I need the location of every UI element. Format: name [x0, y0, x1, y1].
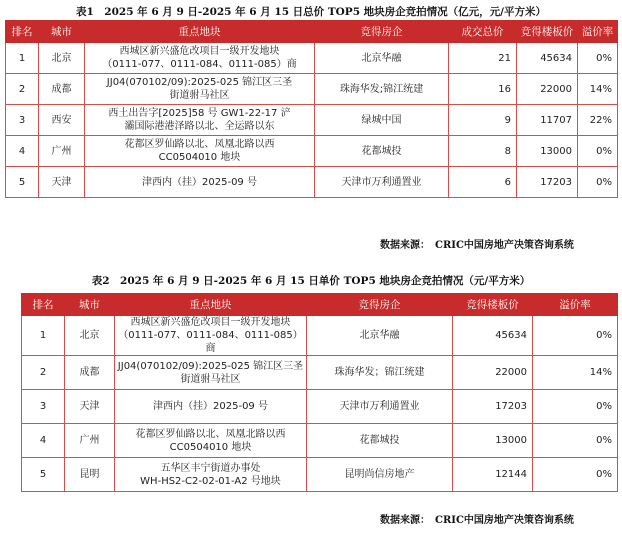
- plot-line-1: 津西内（挂）2025-09 号: [153, 401, 268, 412]
- header-plot: 重点地块: [115, 294, 307, 316]
- plot-line-2: CC0504010 地块: [169, 441, 252, 453]
- header-plot: 重点地块: [85, 21, 315, 43]
- city-cell: 北京: [65, 316, 115, 356]
- plot-line-1: 西城区新兴盛危改项目一级开发地块: [130, 317, 291, 328]
- floor-price-cell: 17203: [517, 167, 578, 198]
- plot-line-1: 花都区罗仙路以北、凤凰北路以西: [135, 428, 286, 440]
- header-rank: 排名: [22, 294, 65, 316]
- table2-caption: 表2 2025 年 6 月 9 日-2025 年 6 月 15 日单价 TOP5 地块房企竞拍情况（元/平方米）: [91, 275, 531, 287]
- city-cell: 天津: [65, 390, 115, 424]
- premium-cell: 0%: [533, 458, 618, 492]
- plot-cell: [85, 167, 315, 198]
- plot-cell: [115, 390, 307, 424]
- premium-cell: 22%: [578, 105, 618, 136]
- table1-total-price-top5: [5, 20, 618, 198]
- plot-line-2: 街道驸马社区: [169, 90, 230, 101]
- rank-cell: 5: [6, 167, 39, 198]
- city-cell: 成都: [39, 74, 85, 105]
- plot-line-2: （0111-077、0111-084、0111-085）商: [102, 59, 297, 70]
- header-premium: 溢价率: [533, 294, 618, 316]
- table1-header-row: [6, 21, 618, 43]
- table-row: [22, 458, 618, 492]
- plot-line-1: 西城区新兴盛危改项目一级开发地块: [119, 46, 280, 57]
- floor-price-cell: 45634: [453, 316, 533, 356]
- table-row: [6, 167, 618, 198]
- table1-source: 数据来源： CRIC中国房地产决策咨询系统: [380, 240, 574, 251]
- company-cell: 北京华融: [315, 43, 449, 74]
- floor-price-cell: 22000: [453, 356, 533, 390]
- premium-cell: 14%: [533, 356, 618, 390]
- city-cell: 西安: [39, 105, 85, 136]
- company-cell: 花都城投: [307, 424, 453, 458]
- rank-cell: 3: [22, 390, 65, 424]
- rank-cell: 2: [22, 356, 65, 390]
- header-floor-price: 竞得楼板价: [453, 294, 533, 316]
- plot-line-2: 灞国际港港泽路以北、全运路以东: [124, 121, 275, 132]
- plot-cell: [85, 43, 315, 74]
- table-row: [6, 136, 618, 167]
- plot-line-2: （0111-077、0111-084、0111-085）商: [118, 330, 303, 354]
- city-cell: 天津: [39, 167, 85, 198]
- city-cell: 昆明: [65, 458, 115, 492]
- rank-cell: 4: [22, 424, 65, 458]
- header-city: 城市: [39, 21, 85, 43]
- table2-source: 数据来源： CRIC中国房地产决策咨询系统: [380, 515, 574, 526]
- plot-line-2: 街道驸马社区: [180, 373, 241, 385]
- rank-cell: 5: [22, 458, 65, 492]
- company-cell: 昆明尚信房地产: [307, 458, 453, 492]
- company-cell: 花都城投: [315, 136, 449, 167]
- table-row: [22, 316, 618, 356]
- floor-price-cell: 17203: [453, 390, 533, 424]
- city-cell: 成都: [65, 356, 115, 390]
- table-row: [6, 74, 618, 105]
- rank-cell: 1: [22, 316, 65, 356]
- company-cell: 绿城中国: [315, 105, 449, 136]
- plot-line-1: 津西内（挂）2025-09 号: [142, 176, 257, 188]
- plot-line-1: 花都区罗仙路以北、凤凰北路以西: [124, 139, 275, 150]
- company-cell: 北京华融: [307, 316, 453, 356]
- floor-price-cell: 13000: [453, 424, 533, 458]
- plot-line-2: WH-HS2-C2-02-01-A2 号地块: [140, 475, 281, 487]
- city-cell: 广州: [65, 424, 115, 458]
- header-company: 竞得房企: [307, 294, 453, 316]
- premium-cell: 0%: [533, 424, 618, 458]
- plot-cell: [85, 74, 315, 105]
- header-company: 竞得房企: [315, 21, 449, 43]
- premium-cell: 14%: [578, 74, 618, 105]
- floor-price-cell: 22000: [517, 74, 578, 105]
- premium-cell: 0%: [533, 390, 618, 424]
- total-price-cell: 8: [449, 136, 517, 167]
- total-price-cell: 21: [449, 43, 517, 74]
- city-cell: 广州: [39, 136, 85, 167]
- plot-cell: [85, 136, 315, 167]
- premium-cell: 0%: [578, 167, 618, 198]
- rank-cell: 4: [6, 136, 39, 167]
- total-price-cell: 6: [449, 167, 517, 198]
- total-price-cell: 9: [449, 105, 517, 136]
- plot-line-1: 五华区丰宁街道办事处: [160, 462, 261, 474]
- plot-cell: [115, 424, 307, 458]
- plot-line-2: CC0504010 地块: [158, 152, 241, 163]
- table-row: [6, 43, 618, 74]
- company-cell: 珠海华发;锦江统建: [315, 74, 449, 105]
- header-city: 城市: [65, 294, 115, 316]
- premium-cell: 0%: [533, 316, 618, 356]
- plot-cell: [115, 316, 307, 356]
- premium-cell: 0%: [578, 136, 618, 167]
- plot-line-1: JJ04(070102/09):2025-025 锦江区三圣: [117, 360, 304, 372]
- table-row: [22, 424, 618, 458]
- header-total-price: 成交总价: [449, 21, 517, 43]
- table-row: [22, 390, 618, 424]
- header-rank: 排名: [6, 21, 39, 43]
- header-premium: 溢价率: [578, 21, 618, 43]
- rank-cell: 2: [6, 74, 39, 105]
- premium-cell: 0%: [578, 43, 618, 74]
- floor-price-cell: 11707: [517, 105, 578, 136]
- rank-cell: 3: [6, 105, 39, 136]
- table2-header-row: [22, 294, 618, 316]
- table1-caption: 表1 2025 年 6 月 9 日-2025 年 6 月 15 日总价 TOP5 地块房企竞拍情况（亿元，元/平方米）: [75, 6, 546, 18]
- plot-line-1: 西土出告字[2025]58 号 GW1-22-17 浐: [108, 108, 291, 119]
- plot-cell: [115, 458, 307, 492]
- floor-price-cell: 13000: [517, 136, 578, 167]
- plot-cell: [115, 356, 307, 390]
- company-cell: 天津市万利通置业: [307, 390, 453, 424]
- company-cell: 天津市万利通置业: [315, 167, 449, 198]
- city-cell: 北京: [39, 43, 85, 74]
- table-row: [6, 105, 618, 136]
- company-cell: 珠海华发；锦江统建: [307, 356, 453, 390]
- total-price-cell: 16: [449, 74, 517, 105]
- floor-price-cell: 12144: [453, 458, 533, 492]
- table2-unit-price-top5: [21, 293, 618, 492]
- rank-cell: 1: [6, 43, 39, 74]
- plot-cell: [85, 105, 315, 136]
- header-floor-price: 竞得楼板价: [517, 21, 578, 43]
- floor-price-cell: 45634: [517, 43, 578, 74]
- plot-line-1: JJ04(070102/09):2025-025 锦江区三圣: [106, 77, 293, 88]
- table-row: [22, 356, 618, 390]
